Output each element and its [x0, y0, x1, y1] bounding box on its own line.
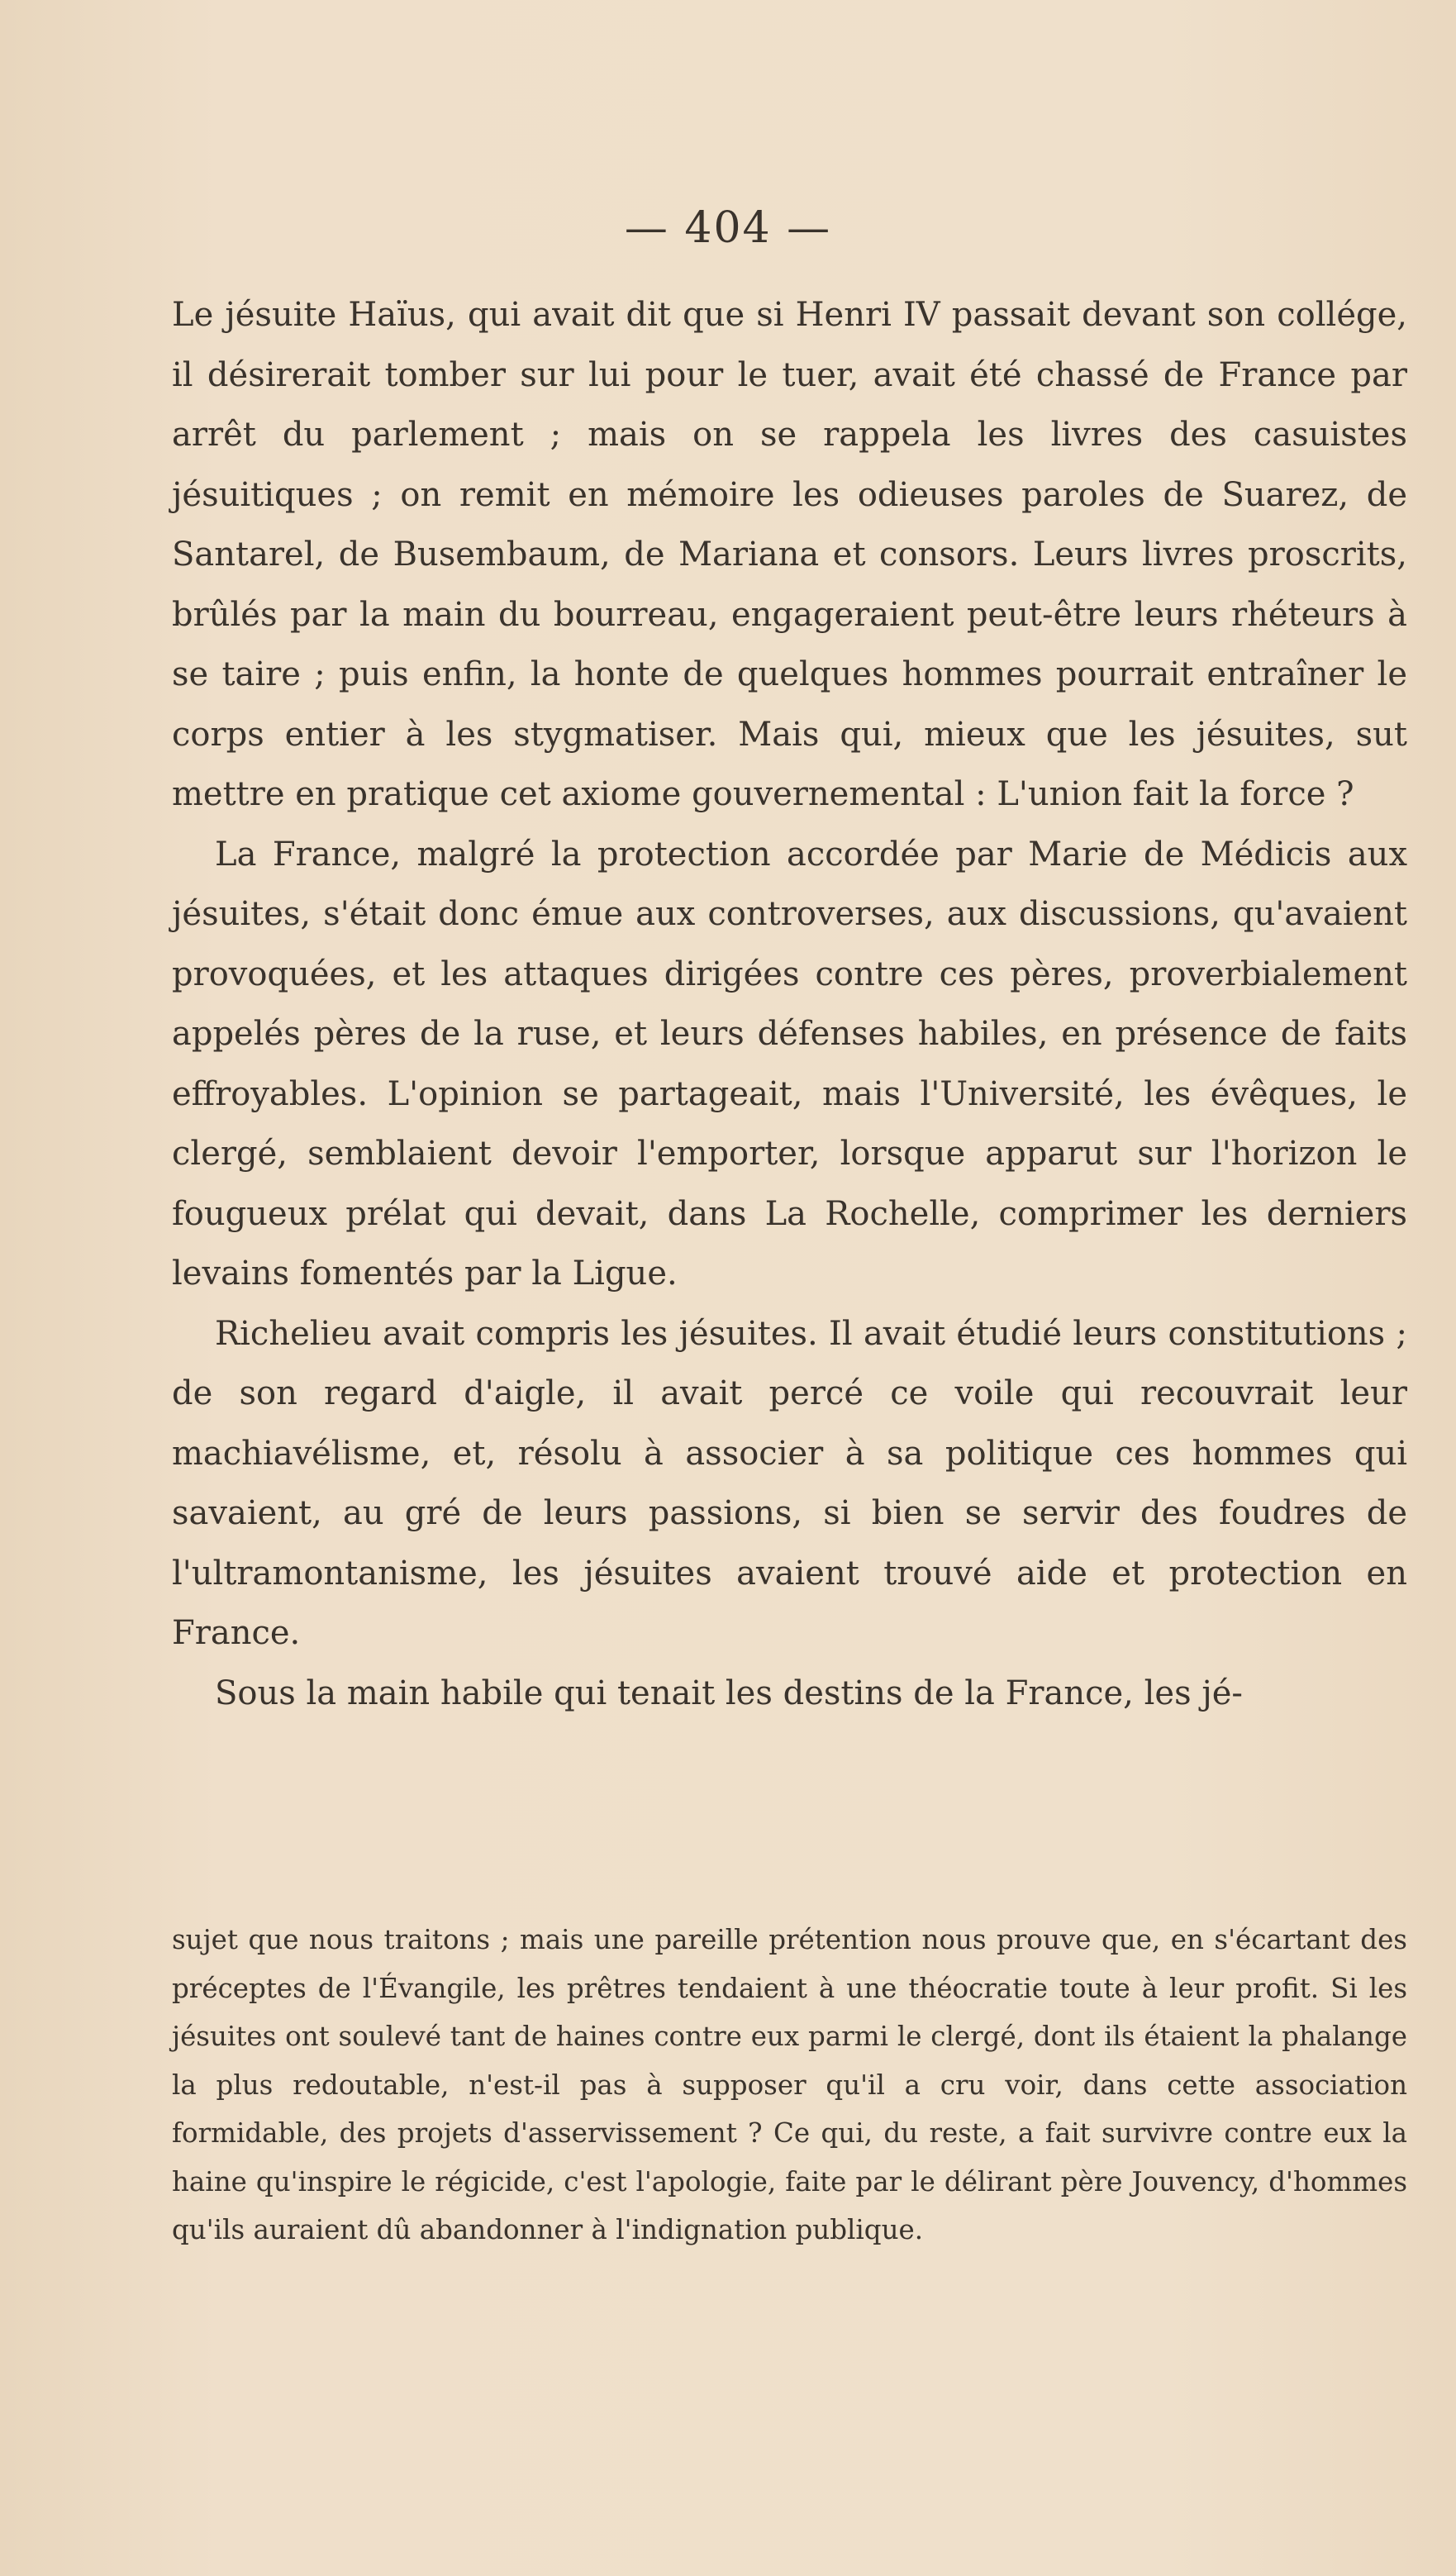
paragraph-2: La France, malgré la protection accordée par Marie de Médicis aux jésuites, s'était donc émue aux controverses, aux discussions, qu'avaient provoquées, et les attaques dirigées contre ces pères, proverbialement appelés pères de la ruse, et leurs défenses habiles, en présence de faits effroyables. L'opinion se partageait, mais l'Université, les évêques, le clergé, semblaient devoir l'emporter, lorsque apparut sur l'horizon le fougueux prélat qui devait, dans La Rochelle, comprimer les derniers levains fomentés par la Ligue.	[172, 835, 1407, 1293]
page-number: — 404 —	[624, 203, 832, 253]
main-text	[172, 285, 1407, 1723]
paragraph-3: Richelieu avait compris les jésuites. Il avait étudié leurs constitutions ; de son regard d'aigle, il avait percé ce voile qui recouvrait leur machiavélisme, et, résolu à associer à sa politique ces hommes qui savaient, au gré de leurs passions, si bien se servir des foudres de l'ultramontanisme, les jésuites avaient trouvé aide et protection en France.	[172, 1314, 1407, 1652]
footnote	[172, 1916, 1407, 2255]
paragraph-4: Sous la main habile qui tenait les destins de la France, les jé-	[215, 1674, 1243, 1712]
footnote-text: sujet que nous traitons ; mais une pareille prétention nous prouve que, en s'écartant des préceptes de l'Évangile, les prêtres tendaient à une théocratie toute à leur profit. Si les jésuites ont soulevé tant de haines contre eux parmi le clergé, dont ils étaient la phalange la plus redoutable, n'est-il pas à supposer qu'il a cru voir, dans cette association formidable, des projets d'asservissement ? Ce qui, du reste, a fait survivre contre eux la haine qu'inspire le régicide, c'est l'apologie, faite par le délirant père Jouvency, d'hommes qu'ils auraient dû abandonner à l'indignation publique.	[172, 1924, 1407, 2245]
paragraph-1: Le jésuite Haïus, qui avait dit que si Henri IV passait devant son collége, il désirerait tomber sur lui pour le tuer, avait été chassé de France par arrêt du parlement ; mais on se rappela les livres des casuistes jésuitiques ; on remit en mémoire les odieuses paroles de Suarez, de Santarel, de Busembaum, de Mariana et consors. Leurs livres proscrits, brûlés par la main du bourreau, engageraient peut-être leurs rhéteurs à se taire ; puis enfin, la honte de quelques hommes pourrait entraîner le corps entier à les stygmatiser. Mais qui, mieux que les jésuites, sut mettre en pratique cet axiome gouvernemental : L'union fait la force ?	[172, 296, 1407, 813]
